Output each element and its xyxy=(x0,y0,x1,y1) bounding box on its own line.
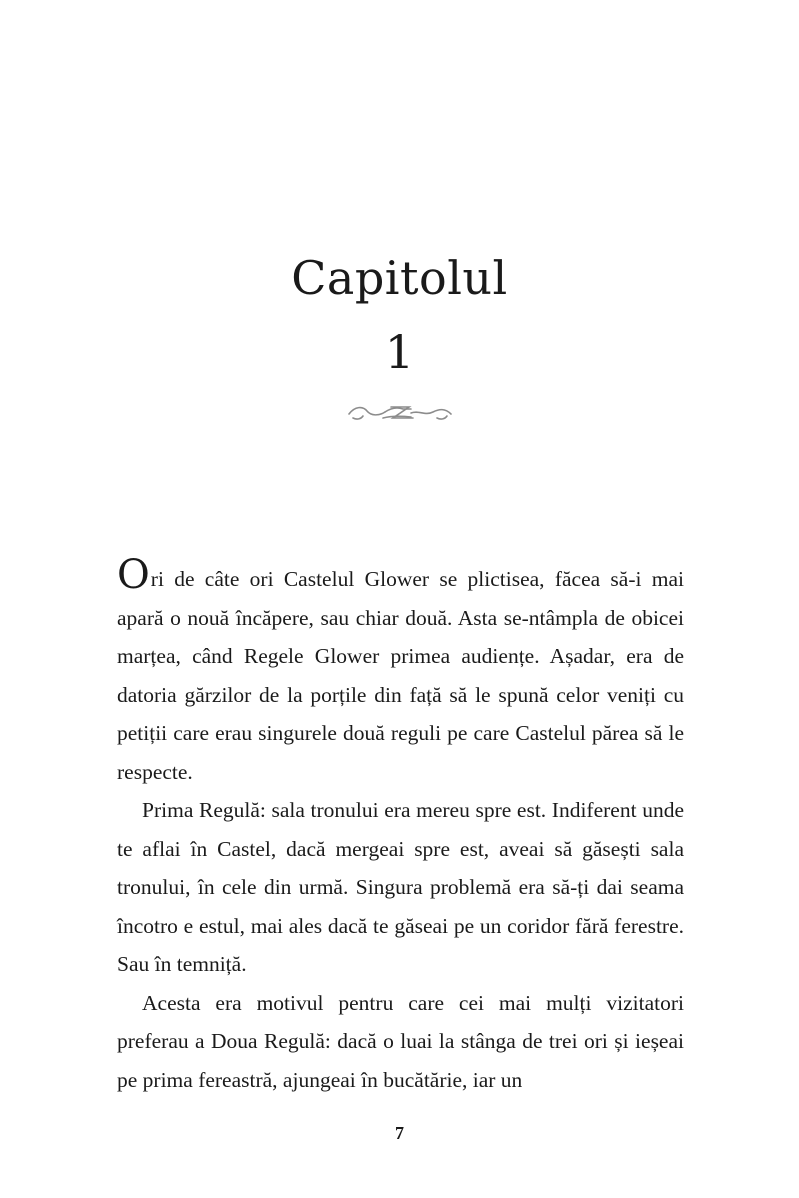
page-number: 7 xyxy=(395,1123,404,1143)
drop-initial: O xyxy=(117,552,150,598)
chapter-heading: Capitolul xyxy=(291,251,508,305)
paragraph-3: Acesta era motivul pentru care cei mai mulți vizitatori preferau a Doua Regulă: dacă o luai la stânga de trei ori și ieșeai pe prima fereastră, ajungeai în bucătărie, iar un xyxy=(117,990,684,1092)
decorative-flourish-icon xyxy=(345,398,455,426)
paragraph-2: Prima Regulă: sala tronului era mereu spre est. Indiferent unde te aflai în Castel, dacă mergeai spre est, aveai să găsești sala tronului, în cele din urmă. Singura problemă era să-ți dai seama încotro e estul, mai ales dacă te găseai pe un coridor fără ferestre. Sau în temniță. xyxy=(117,798,684,976)
chapter-number: 1 xyxy=(384,325,415,379)
paragraph-1 xyxy=(117,552,684,791)
chapter-body xyxy=(117,552,684,1099)
paragraph-1-text: ri de câte ori Castelul Glower se plictisea, făcea să-i mai apară o nouă încăpere, sau chiar două. Asta se-ntâmpla de obicei marțea, când Regele Glower primea audiențe. Așadar, era de datoria gărzilor de la porțile din față să le spună celor veniți cu petiții care erau singurele două reguli pe care Castelul părea să le respecte. xyxy=(117,567,684,784)
